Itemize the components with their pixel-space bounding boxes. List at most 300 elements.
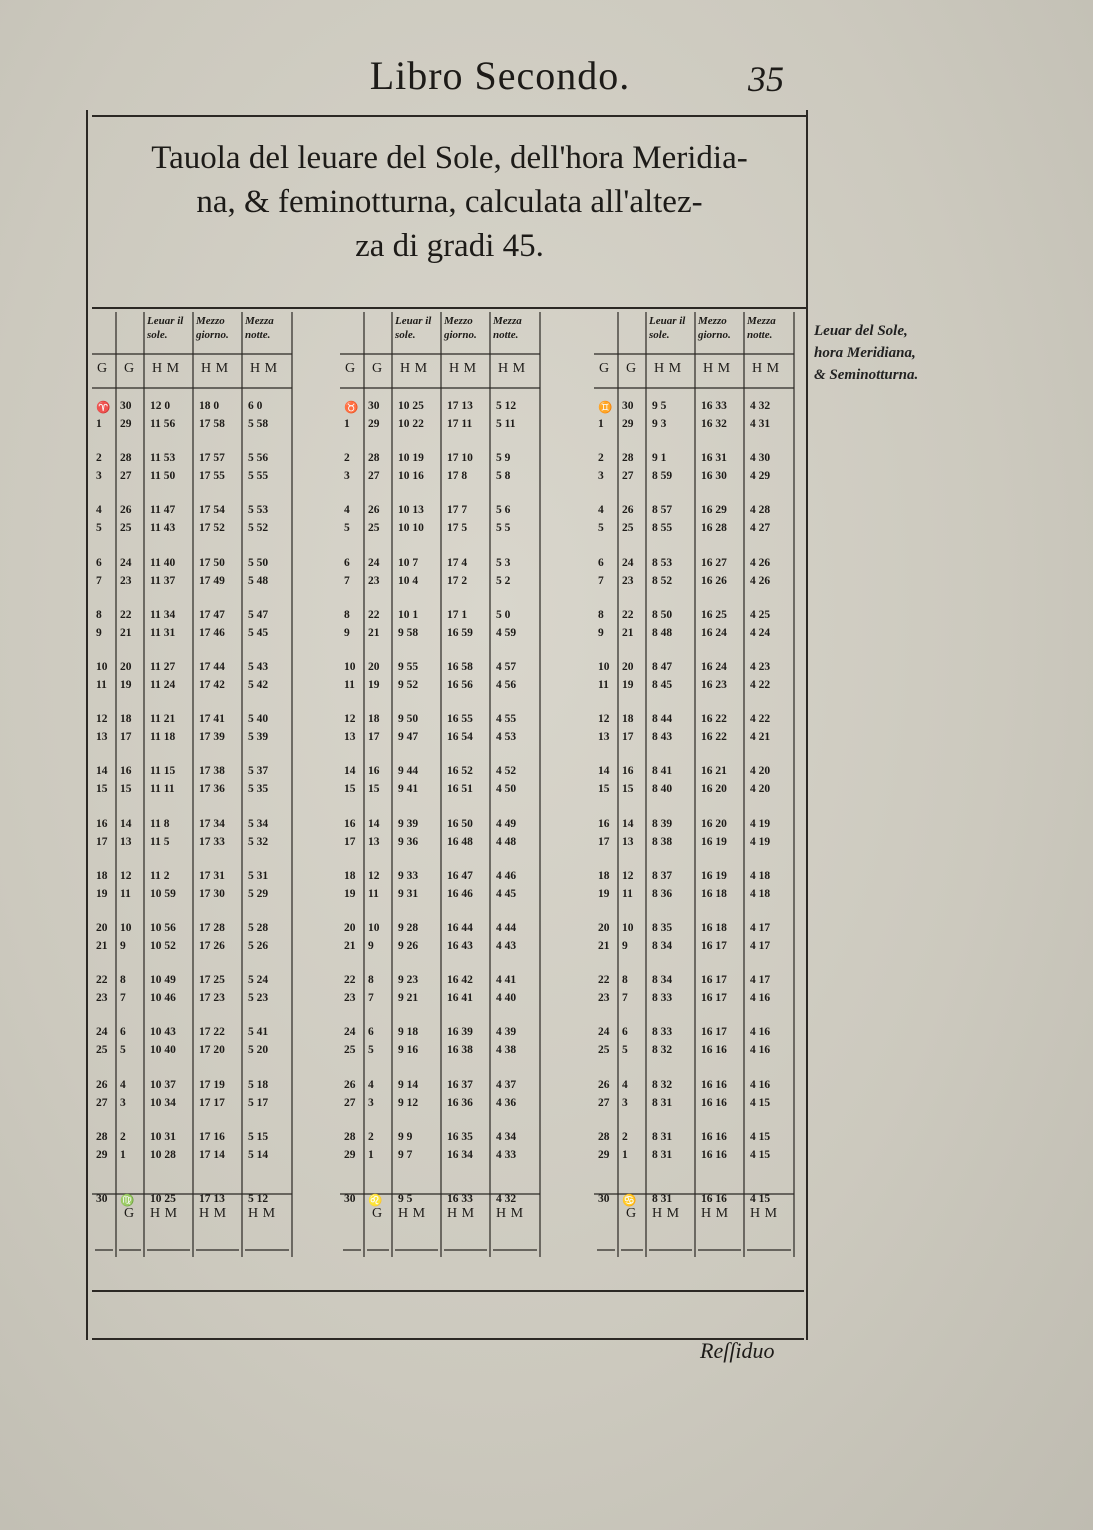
cell-degree-rev: 11	[368, 887, 379, 900]
cell-degree-rev: 15	[622, 783, 634, 796]
cell-degree-rev: 26	[120, 504, 132, 517]
cell-degree-rev: 5	[120, 1044, 126, 1057]
cell-value: 11 21	[150, 713, 176, 726]
cell-value: 16 20	[701, 783, 727, 796]
cell-value: 16 38	[447, 1044, 473, 1057]
cell-degree: 9	[96, 626, 102, 639]
cell-degree-rev: 14	[622, 817, 634, 830]
cell-degree-rev: 20	[622, 661, 634, 673]
cell-value: 4 23	[750, 661, 771, 673]
cell-value: 17 30	[199, 887, 225, 900]
cell-degree-rev: 13	[368, 835, 380, 848]
cell-degree-rev: 18	[120, 713, 132, 726]
cell-value: 12 0	[150, 400, 171, 412]
cell-degree: 9	[344, 626, 350, 639]
cell-degree-rev: 10	[368, 922, 380, 934]
unit-g: G	[626, 1206, 637, 1221]
cell-degree-rev: 14	[120, 817, 132, 830]
cell-value: 9 50	[398, 713, 419, 726]
cell-degree: ♊	[598, 402, 613, 414]
cell-value: 9 36	[398, 835, 419, 848]
cell-degree: 16	[96, 817, 108, 830]
cell-degree: 5	[96, 522, 102, 535]
title-line-3: za di gradi 45.	[355, 228, 544, 264]
cell-degree-rev: 14	[368, 817, 380, 830]
cell-value: 4 31	[750, 418, 771, 430]
cell-value: 11 31	[150, 626, 176, 639]
cell-value: 5 12	[248, 1193, 269, 1205]
cell-value: 4 28	[750, 504, 771, 517]
cell-degree-rev: ♌	[368, 1195, 383, 1207]
cell-value: 16 16	[701, 1148, 727, 1161]
cell-value: 4 32	[750, 400, 771, 412]
cell-value: 16 16	[701, 1193, 727, 1205]
cell-value: 4 15	[750, 1130, 771, 1143]
cell-value: 5 5	[496, 522, 511, 535]
cell-value: 4 45	[496, 887, 517, 900]
cell-value: 16 41	[447, 992, 473, 1005]
cell-degree: 5	[598, 522, 604, 535]
cell-degree-rev: 6	[622, 1026, 628, 1039]
header-mezzogiorno: Mezzo giorno.	[698, 315, 731, 341]
cell-degree-rev: 28	[622, 452, 634, 465]
cell-degree-rev: 4	[120, 1078, 126, 1091]
cell-degree: 4	[344, 504, 350, 517]
cell-value: 4 16	[750, 992, 771, 1005]
cell-value: 16 44	[447, 922, 473, 934]
cell-value: 9 9	[398, 1130, 413, 1143]
cell-degree-rev: 25	[120, 522, 132, 535]
cell-value: 17 39	[199, 731, 225, 744]
cell-value: 16 19	[701, 835, 727, 848]
cell-value: 17 33	[199, 835, 225, 848]
cell-value: 11 11	[150, 783, 175, 796]
cell-value: 5 11	[496, 418, 516, 430]
cell-degree: 2	[96, 452, 102, 465]
cell-degree: 18	[598, 869, 610, 882]
cell-value: 11 5	[150, 835, 170, 848]
cell-degree-rev: 15	[120, 783, 132, 796]
cell-value: 17 8	[447, 470, 468, 483]
cell-degree-rev: 28	[120, 452, 132, 465]
cell-value: 4 16	[750, 1044, 771, 1057]
cell-degree: 9	[598, 626, 604, 639]
unit-hm: H M	[498, 361, 526, 376]
unit-hm: H M	[703, 361, 731, 376]
cell-value: 16 16	[701, 1096, 727, 1109]
cell-value: 8 34	[652, 974, 673, 987]
cell-value: 5 0	[496, 608, 511, 621]
cell-value: 5 53	[248, 504, 269, 517]
cell-value: 16 17	[701, 974, 727, 987]
cell-value: 16 56	[447, 679, 473, 691]
cell-degree-rev: 12	[622, 869, 634, 882]
cell-value: 16 33	[447, 1193, 473, 1205]
title-bottom-rule	[92, 307, 806, 309]
cell-value: 16 20	[701, 817, 727, 830]
cell-degree-rev: 18	[622, 713, 634, 726]
cell-value: 4 44	[496, 922, 517, 934]
cell-value: 9 58	[398, 626, 419, 639]
cell-degree-rev: 12	[120, 869, 132, 882]
cell-value: 10 46	[150, 992, 176, 1005]
cell-degree: 26	[344, 1078, 356, 1091]
cell-value: 17 1	[447, 608, 468, 621]
cell-value: 5 35	[248, 783, 269, 796]
cell-value: 4 43	[496, 940, 517, 952]
cell-value: 11 18	[150, 731, 176, 744]
cell-degree: 24	[96, 1026, 108, 1039]
cell-value: 17 50	[199, 556, 225, 569]
cell-degree: 19	[344, 887, 356, 900]
cell-degree-rev: 6	[120, 1026, 126, 1039]
cell-degree: 2	[344, 452, 350, 465]
cell-value: 11 15	[150, 765, 176, 778]
cell-value: 9 23	[398, 974, 419, 987]
cell-value: 17 23	[199, 992, 225, 1005]
cell-value: 16 50	[447, 817, 473, 830]
cell-value: 16 33	[701, 400, 727, 412]
cell-degree: 13	[96, 731, 108, 744]
cell-degree: 14	[96, 765, 108, 778]
cell-value: 17 55	[199, 470, 225, 483]
cell-value: 10 22	[398, 418, 424, 430]
cell-value: 11 43	[150, 522, 176, 535]
cell-degree: 25	[96, 1044, 108, 1057]
cell-value: 4 52	[496, 765, 517, 778]
cell-value: 4 22	[750, 679, 771, 691]
cell-degree-rev: 8	[368, 974, 374, 987]
cell-degree: 21	[96, 940, 108, 952]
cell-degree-rev: 8	[120, 974, 126, 987]
cell-value: 11 53	[150, 452, 176, 465]
cell-value: 17 17	[199, 1096, 225, 1109]
cell-degree: 8	[96, 608, 102, 621]
cell-value: 5 52	[248, 522, 269, 535]
cell-value: 5 37	[248, 765, 269, 778]
cell-degree-rev: 3	[120, 1096, 126, 1109]
cell-degree: 22	[598, 974, 610, 987]
cell-value: 9 33	[398, 869, 419, 882]
cell-degree: 11	[344, 679, 355, 691]
cell-value: 4 40	[496, 992, 517, 1005]
cell-value: 16 59	[447, 626, 473, 639]
cell-degree: 22	[96, 974, 108, 987]
cell-degree-rev: 4	[622, 1078, 628, 1091]
cell-value: 9 3	[652, 418, 667, 430]
cell-value: 8 53	[652, 556, 673, 569]
cell-value: 16 24	[701, 661, 727, 673]
cell-value: 10 4	[398, 574, 419, 587]
cell-value: 18 0	[199, 400, 220, 412]
cell-value: 8 31	[652, 1096, 673, 1109]
cell-value: 11 56	[150, 418, 176, 430]
cell-degree: 26	[96, 1078, 108, 1091]
cell-degree-rev: 29	[368, 418, 380, 430]
cell-value: 9 41	[398, 783, 419, 796]
cell-value: 16 22	[701, 731, 727, 744]
cell-value: 8 38	[652, 835, 673, 848]
cell-value: 8 48	[652, 626, 673, 639]
cell-value: 17 25	[199, 974, 225, 987]
cell-value: 5 9	[496, 452, 511, 465]
cell-degree: 17	[344, 835, 356, 848]
unit-hm: H M	[201, 361, 229, 376]
cell-value: 8 52	[652, 574, 673, 587]
cell-value: 8 44	[652, 713, 673, 726]
cell-value: 9 12	[398, 1096, 419, 1109]
cell-value: 5 14	[248, 1148, 269, 1161]
cell-value: 10 34	[150, 1096, 176, 1109]
cell-value: 4 34	[496, 1130, 517, 1143]
cell-degree: 28	[344, 1130, 356, 1143]
cell-value: 9 18	[398, 1026, 419, 1039]
unit-g: G	[372, 1206, 383, 1221]
cell-value: 4 48	[496, 835, 517, 848]
cell-value: 4 26	[750, 574, 771, 587]
header-leuar: Leuar il sole.	[649, 315, 686, 341]
cell-value: 5 47	[248, 608, 269, 621]
cell-degree: 20	[96, 922, 108, 934]
cell-value: 9 44	[398, 765, 419, 778]
cell-degree: 1	[96, 418, 102, 430]
unit-hm: H M	[701, 1206, 729, 1221]
cell-value: 4 32	[496, 1193, 517, 1205]
cell-value: 16 51	[447, 783, 473, 796]
cell-degree: 15	[598, 783, 610, 796]
cell-value: 4 17	[750, 922, 771, 934]
unit-hm: H M	[447, 1206, 475, 1221]
cell-value: 4 18	[750, 887, 771, 900]
cell-value: 8 39	[652, 817, 673, 830]
cell-value: 17 34	[199, 817, 225, 830]
cell-value: 5 29	[248, 887, 269, 900]
bottom-rule	[92, 1290, 804, 1292]
cell-degree-rev: ♍	[120, 1195, 135, 1207]
cell-value: 9 47	[398, 731, 419, 744]
cell-degree-rev: 27	[622, 470, 634, 483]
cell-degree-rev: 5	[368, 1044, 374, 1057]
cell-value: 17 52	[199, 522, 225, 535]
cell-value: 16 52	[447, 765, 473, 778]
cell-value: 16 16	[701, 1044, 727, 1057]
cell-degree: 30	[598, 1193, 610, 1205]
cell-value: 5 41	[248, 1026, 269, 1039]
cell-value: 5 2	[496, 574, 511, 587]
running-title: Libro Secondo.	[369, 53, 631, 98]
cell-degree-rev: 25	[622, 522, 634, 535]
cell-value: 17 28	[199, 922, 225, 934]
cell-value: 10 25	[150, 1193, 176, 1205]
cell-value: 11 24	[150, 679, 176, 691]
cell-degree: 28	[598, 1130, 610, 1143]
cell-value: 16 19	[701, 869, 727, 882]
cell-value: 9 14	[398, 1078, 419, 1091]
cell-degree-rev: 6	[368, 1026, 374, 1039]
cell-value: 9 5	[652, 400, 667, 412]
cell-value: 8 32	[652, 1044, 673, 1057]
unit-hm: H M	[152, 361, 180, 376]
cell-value: 17 16	[199, 1130, 225, 1143]
cell-degree-rev: 11	[622, 887, 633, 900]
cell-value: 8 37	[652, 869, 673, 882]
cell-value: 8 32	[652, 1078, 673, 1091]
unit-hm: H M	[496, 1206, 524, 1221]
unit-hm: H M	[248, 1206, 276, 1221]
cell-value: 5 32	[248, 835, 269, 848]
cell-value: 8 59	[652, 470, 673, 483]
cell-value: 10 43	[150, 1026, 176, 1039]
cell-value: 17 58	[199, 418, 225, 430]
cell-value: 5 23	[248, 992, 269, 1005]
cell-degree-rev: 4	[368, 1078, 374, 1091]
cell-degree: 5	[344, 522, 350, 535]
cell-value: 16 23	[701, 679, 727, 691]
cell-degree-rev: 23	[120, 574, 132, 587]
cell-degree: 27	[96, 1096, 108, 1109]
unit-g: G	[599, 361, 610, 376]
cell-value: 10 40	[150, 1044, 176, 1057]
cell-value: 11 2	[150, 869, 170, 882]
margin-note: Leuar del Sole, hora Meridiana, & Seminotturna.	[814, 323, 919, 383]
cell-value: 16 34	[447, 1148, 473, 1161]
cell-value: 17 5	[447, 522, 468, 535]
cell-value: 16 24	[701, 626, 727, 639]
cell-value: 17 38	[199, 765, 225, 778]
cell-degree-rev: 22	[368, 608, 380, 621]
cell-value: 8 45	[652, 679, 673, 691]
cell-degree-rev: 3	[368, 1096, 374, 1109]
cell-degree: 24	[598, 1026, 610, 1039]
cell-degree: 6	[344, 556, 350, 569]
cell-value: 16 22	[701, 713, 727, 726]
cell-degree-rev: 24	[622, 556, 634, 569]
cell-degree: 8	[598, 608, 604, 621]
cell-value: 17 46	[199, 626, 225, 639]
cell-value: 16 16	[701, 1078, 727, 1091]
cell-degree-rev: 2	[368, 1130, 374, 1143]
cell-value: 8 31	[652, 1193, 673, 1205]
cell-value: 9 31	[398, 887, 419, 900]
cell-degree-rev: 12	[368, 869, 380, 882]
cell-value: 16 55	[447, 713, 473, 726]
cell-value: 4 38	[496, 1044, 517, 1057]
final-rule	[92, 1338, 804, 1340]
unit-hm: H M	[752, 361, 780, 376]
cell-degree-rev: 26	[622, 504, 634, 517]
cell-degree: 27	[598, 1096, 610, 1109]
cell-value: 9 16	[398, 1044, 419, 1057]
cell-value: 17 57	[199, 452, 225, 465]
header-leuar: Leuar il sole.	[147, 315, 184, 341]
cell-degree: 16	[598, 817, 610, 830]
cell-degree: 19	[598, 887, 610, 900]
cell-degree: 7	[598, 574, 604, 587]
unit-g: G	[124, 1206, 135, 1221]
cell-value: 16 36	[447, 1096, 473, 1109]
cell-degree-rev: 22	[622, 608, 634, 621]
cell-degree-rev: 11	[120, 887, 131, 900]
cell-value: 9 5	[398, 1193, 413, 1205]
cell-degree-rev: 20	[368, 661, 380, 673]
cell-value: 16 37	[447, 1078, 473, 1091]
cell-value: 8 55	[652, 522, 673, 535]
cell-degree: 27	[344, 1096, 356, 1109]
cell-degree-rev: 19	[368, 679, 380, 691]
cell-value: 4 17	[750, 940, 771, 952]
cell-degree: 12	[96, 713, 108, 726]
cell-degree-rev: 10	[622, 922, 634, 934]
cell-degree: 30	[344, 1193, 356, 1205]
cell-value: 4 36	[496, 1096, 517, 1109]
cell-value: 17 44	[199, 661, 225, 673]
cell-value: 11 40	[150, 556, 176, 569]
cell-value: 8 43	[652, 731, 673, 744]
cell-value: 4 30	[750, 452, 771, 465]
cell-value: 4 15	[750, 1096, 771, 1109]
cell-value: 16 18	[701, 922, 727, 934]
cell-degree: 20	[344, 922, 356, 934]
cell-degree-rev: 16	[120, 765, 132, 778]
cell-degree: 28	[96, 1130, 108, 1143]
cell-degree: 29	[598, 1148, 610, 1161]
cell-value: 5 39	[248, 731, 269, 744]
cell-degree: 6	[96, 556, 102, 569]
cell-value: 5 24	[248, 974, 269, 987]
cell-degree: 22	[344, 974, 356, 987]
cell-degree: 25	[344, 1044, 356, 1057]
cell-value: 4 20	[750, 783, 771, 796]
cell-degree-rev: 1	[120, 1148, 126, 1161]
cell-value: 10 49	[150, 974, 176, 987]
cell-value: 17 41	[199, 713, 225, 726]
unit-g: G	[124, 361, 135, 376]
cell-value: 16 31	[701, 452, 727, 465]
cell-degree-rev: 7	[120, 992, 126, 1005]
cell-degree-rev: 13	[120, 835, 132, 848]
cell-degree-rev: 19	[622, 679, 634, 691]
cell-degree: 18	[96, 869, 108, 882]
cell-value: 4 15	[750, 1148, 771, 1161]
cell-value: 17 47	[199, 608, 225, 621]
cell-value: 4 25	[750, 608, 771, 621]
unit-hm: H M	[652, 1206, 680, 1221]
cell-degree-rev: 29	[622, 418, 634, 430]
cell-value: 10 59	[150, 887, 176, 900]
cell-degree: 29	[96, 1148, 108, 1161]
cell-degree-rev: 8	[622, 974, 628, 987]
unit-hm: H M	[400, 361, 428, 376]
unit-g: G	[372, 361, 383, 376]
cell-value: 9 52	[398, 679, 419, 691]
unit-g: G	[97, 361, 108, 376]
cell-value: 11 27	[150, 661, 176, 673]
cell-value: 16 18	[701, 887, 727, 900]
cell-value: 17 10	[447, 452, 473, 465]
header-mezzanotte: Mezza notte.	[493, 315, 522, 341]
cell-value: 8 31	[652, 1148, 673, 1161]
cell-degree-rev: 27	[368, 470, 380, 483]
cell-value: 17 49	[199, 574, 225, 587]
cell-degree-rev: 9	[368, 940, 374, 952]
cell-value: 9 7	[398, 1148, 413, 1161]
cell-degree-rev: 23	[368, 574, 380, 587]
cell-degree-rev: 10	[120, 922, 132, 934]
cell-value: 4 19	[750, 835, 771, 848]
cell-value: 10 16	[398, 470, 424, 483]
cell-value: 16 58	[447, 661, 473, 673]
cell-value: 4 19	[750, 817, 771, 830]
